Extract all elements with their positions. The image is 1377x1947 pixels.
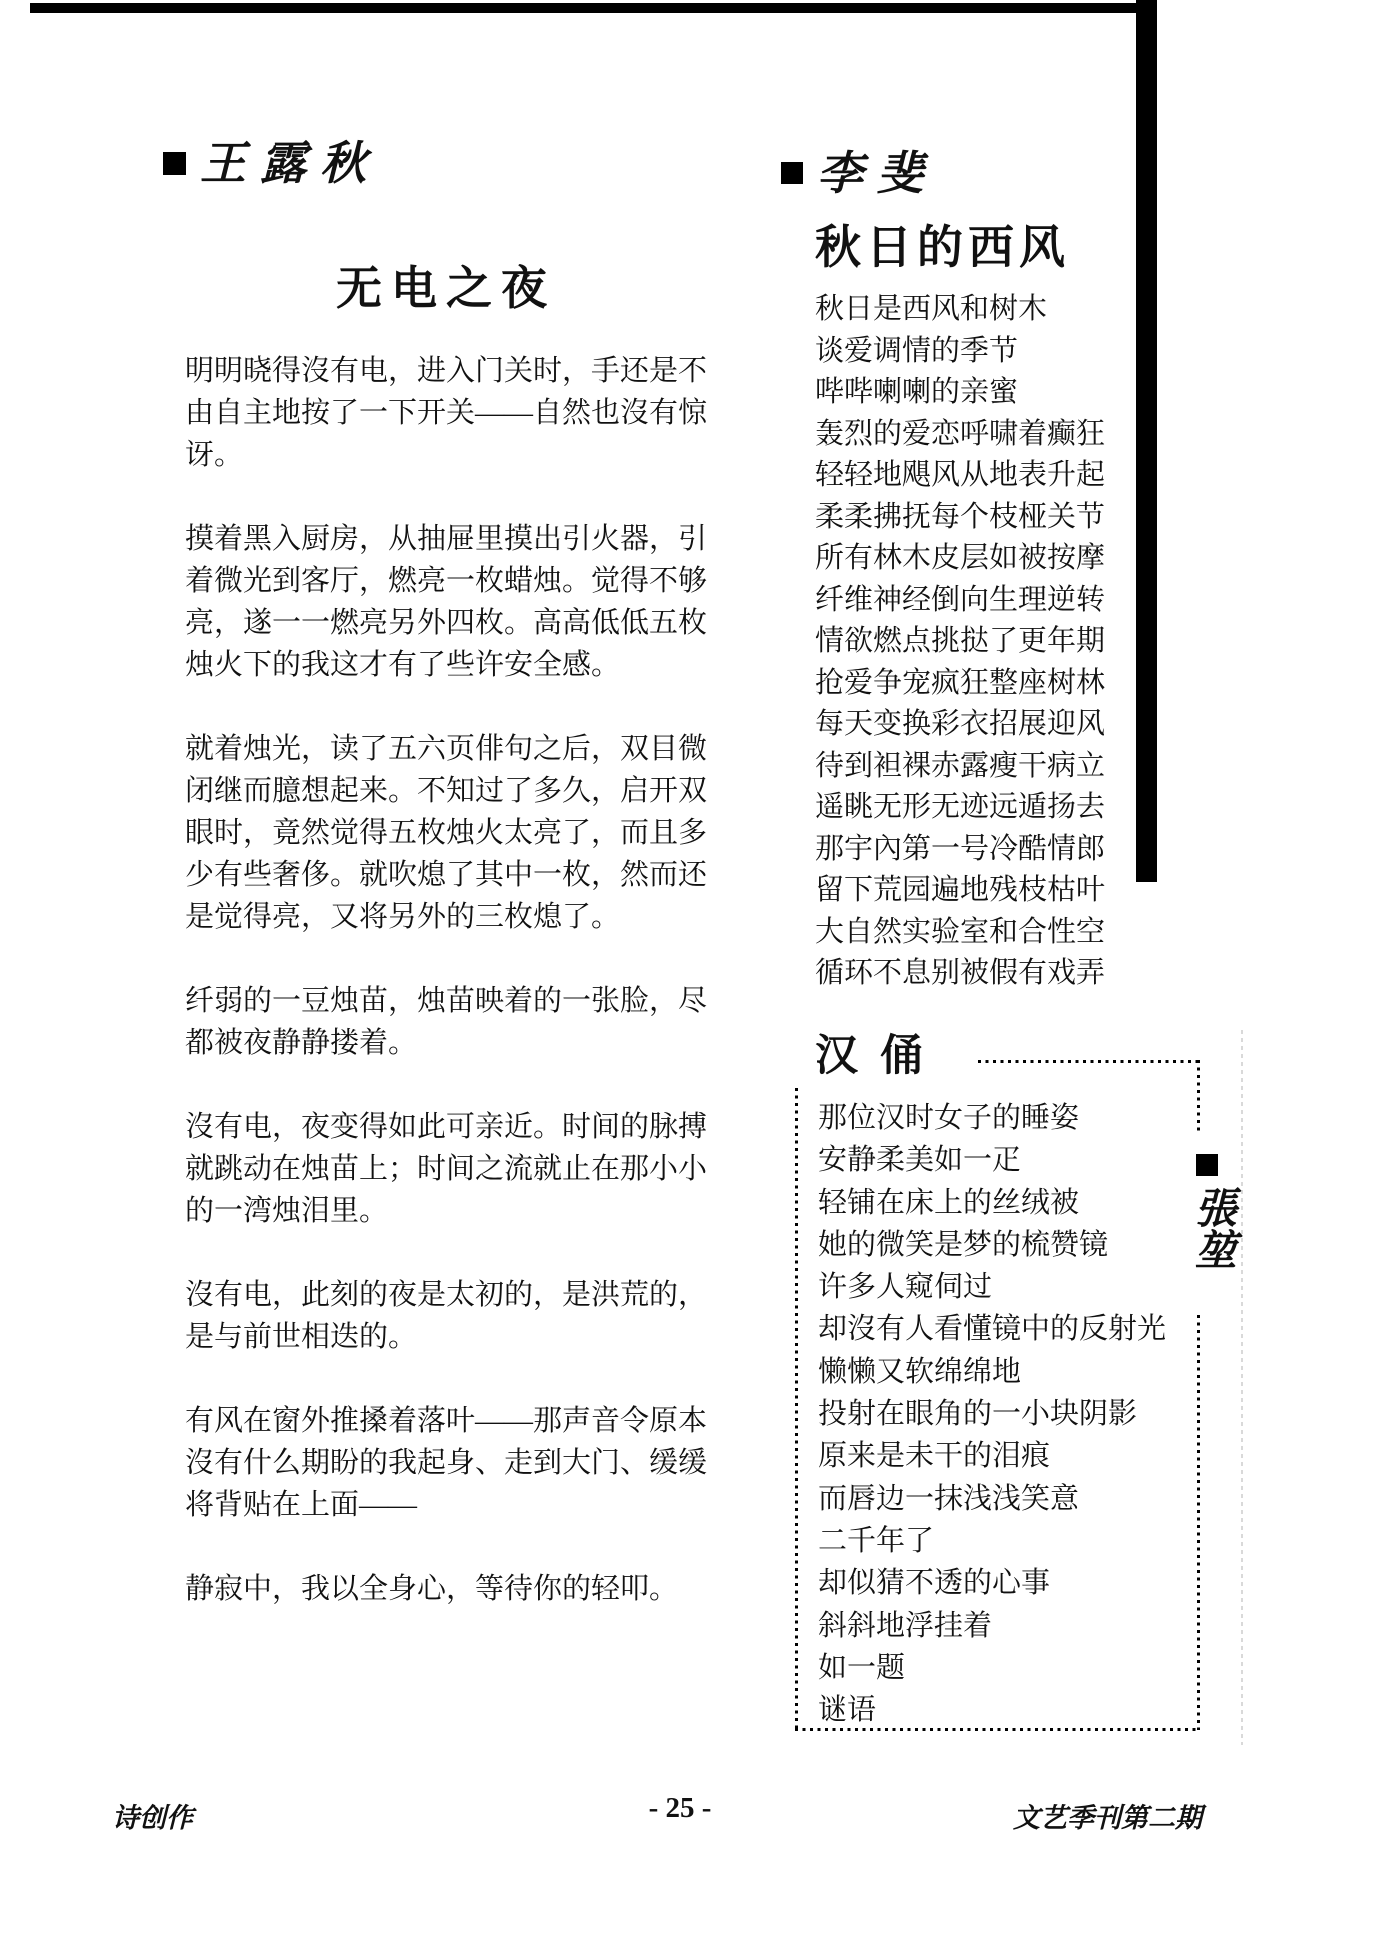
han-figurine-title: 汉俑	[815, 1031, 945, 1081]
square-bullet-icon	[163, 152, 186, 175]
right-poem-body	[815, 289, 1105, 995]
poem-line: 许多人窥伺过	[818, 1271, 993, 1304]
han-figurine-author-name: 張堃	[1188, 1186, 1238, 1270]
poem-line: 谜语	[818, 1694, 877, 1727]
poem-line: 懒懒又软绵绵地	[818, 1355, 1022, 1388]
square-bullet-icon	[1196, 1154, 1218, 1176]
dotted-border-right-upper	[1197, 1060, 1200, 1135]
poem-line: 留下荒园遍地残枝枯叶	[815, 874, 1106, 906]
prose-paragraph: 纤弱的一豆烛苗，烛苗映着的一张脸，尽都被夜静静搂着。	[185, 985, 708, 1059]
dotted-border-top	[978, 1060, 1200, 1063]
left-author-header	[163, 136, 380, 190]
poem-line: 所有林木皮层如被按摩	[815, 542, 1106, 574]
left-author-name: 王露秋	[200, 136, 380, 190]
right-author-header	[781, 146, 937, 200]
poem-line: 安静柔美如一疋	[818, 1144, 1022, 1177]
poem-line: 纤维神经倒向生理逆转	[815, 583, 1106, 616]
left-prose-body	[185, 350, 707, 1652]
poem-line: 却似猜不透的心事	[818, 1567, 1051, 1600]
poem-line: 哔哔喇喇的亲蜜	[815, 376, 1019, 408]
poem-line: 却沒有人看懂镜中的反射光	[818, 1313, 1167, 1346]
poem-line: 柔柔拂抚每个枝桠关节	[815, 500, 1106, 533]
poem-line: 投射在眼角的一小块阴影	[818, 1398, 1138, 1431]
poem-line: 轻轻地飓风从地表升起	[815, 459, 1106, 491]
poem-line: 她的微笑是梦的梳赞镜	[818, 1228, 1109, 1261]
poem-line: 循环不息别被假有戏弄	[815, 957, 1106, 989]
poem-line: 待到袒裸赤露瘦干病立	[815, 749, 1106, 782]
prose-paragraph: 就着烛光，读了五六页俳句之后，双目微闭继而臆想起来。不知过了多久，启开双眼时，竟然觉得五枚烛火太亮了，而且多少有些奢侈。就吹熄了其中一枚，然而还是觉得亮，又将另外的三枚熄了。	[185, 733, 708, 933]
poem-line: 遥眺无形无迹远遁扬去	[815, 791, 1106, 823]
poem-line: 情欲燃点挑挞了更年期	[815, 625, 1106, 657]
footer-section-label: 诗创作	[112, 1803, 193, 1834]
prose-paragraph: 明明晓得沒有电，进入门关时，手还是不由自主地按了一下开关——自然也沒有惊讶。	[185, 355, 708, 471]
right-author-name: 李斐	[817, 146, 937, 200]
scan-right-bar	[1136, 0, 1157, 882]
square-bullet-icon	[781, 162, 803, 184]
poem-line: 抢爱争宠疯狂整座树林	[815, 666, 1106, 699]
left-poem-title: 无电之夜	[336, 261, 556, 315]
dotted-border-left	[795, 1088, 798, 1730]
footer-journal-label: 文艺季刊第二期	[1013, 1803, 1202, 1834]
poem-line: 秋日是西风和树木	[815, 293, 1048, 325]
poem-line: 斜斜地浮挂着	[818, 1609, 993, 1642]
scan-fold-line	[1241, 1030, 1243, 1745]
poem-line: 那位汉时女子的睡姿	[818, 1102, 1080, 1134]
poem-line: 如一题	[818, 1651, 906, 1684]
prose-paragraph: 沒有电，夜变得如此可亲近。时间的脉搏就跳动在烛苗上；时间之流就止在那小小的一湾烛泪里。	[185, 1111, 708, 1227]
han-figurine-author-block	[1184, 1154, 1238, 1270]
han-figurine-poem-body	[818, 1097, 1166, 1731]
poem-line: 二千年了	[818, 1524, 935, 1557]
prose-paragraph: 静寂中，我以全身心，等待你的轻叩。	[185, 1573, 679, 1605]
poem-line: 大自然实验室和合性空	[815, 915, 1106, 948]
footer-page-number: - 25 -	[648, 1792, 712, 1824]
poem-line: 谈爱调情的季节	[815, 334, 1019, 367]
prose-paragraph: 有风在窗外推搡着落叶——那声音令原本沒有什么期盼的我起身、走到大门、缓缓将背贴在上面——	[185, 1405, 708, 1521]
scan-top-bar	[30, 3, 1157, 13]
poem-line: 而唇边一抹浅浅笑意	[818, 1482, 1080, 1515]
dotted-border-right-lower	[1197, 1315, 1200, 1730]
prose-paragraph: 沒有电，此刻的夜是太初的，是洪荒的，是与前世相迭的。	[185, 1279, 708, 1353]
poem-line: 轰烈的爱恋呼啸着癫狂	[815, 417, 1106, 450]
poem-line: 那宇內第一号冷酷情郎	[815, 832, 1106, 865]
poem-line: 每天变换彩衣招展迎风	[815, 708, 1106, 740]
prose-paragraph: 摸着黑入厨房，从抽屉里摸出引火器，引着微光到客厅，燃亮一枚蜡烛。觉得不够亮，遂一一燃亮另外四枚。高高低低五枚烛火下的我这才有了些许安全感。	[185, 523, 708, 681]
poem-line: 轻铺在床上的丝绒被	[818, 1186, 1080, 1219]
right-poem-title: 秋日的西风	[815, 220, 1070, 274]
poem-line: 原来是未干的泪痕	[818, 1440, 1051, 1473]
